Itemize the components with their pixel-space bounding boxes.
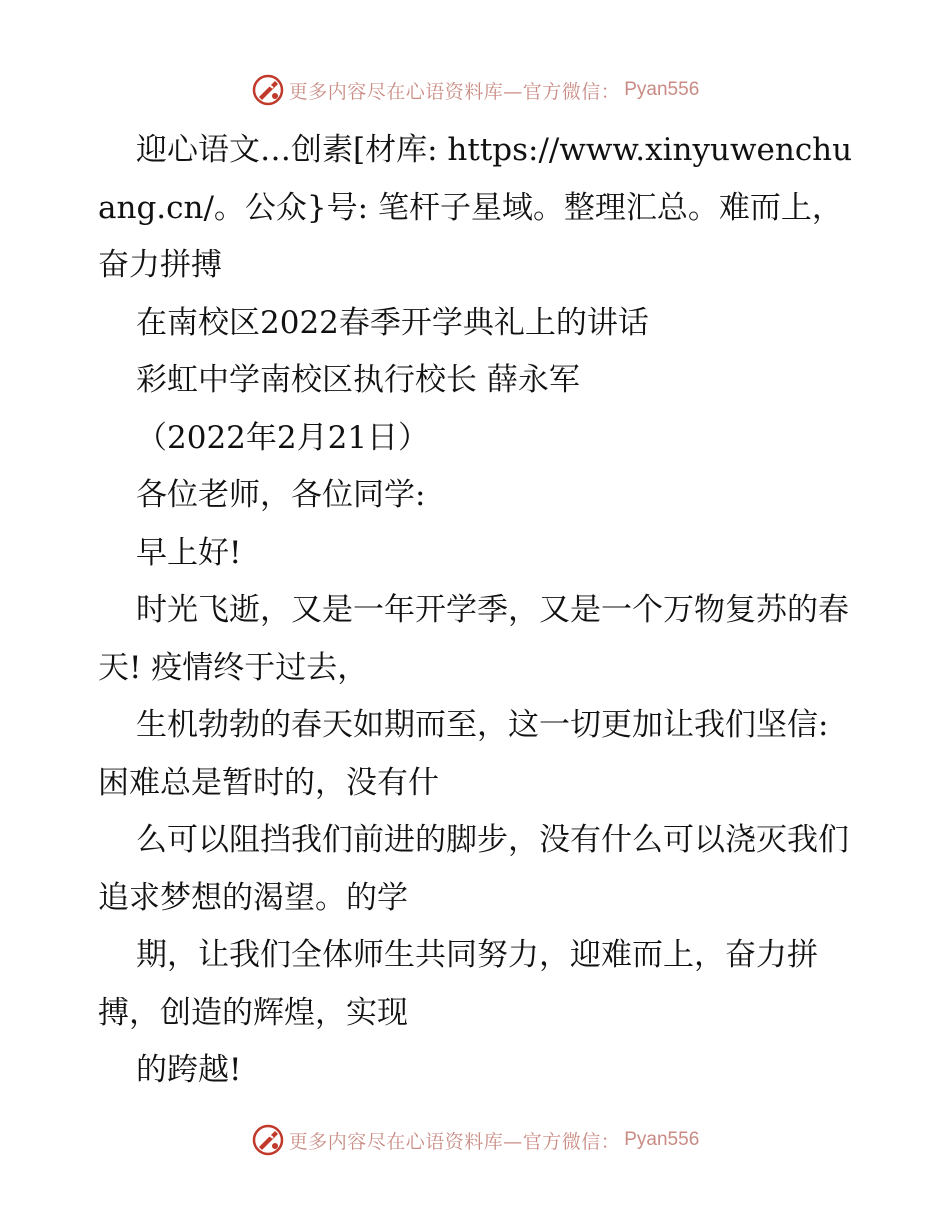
- header-banner: [0, 70, 950, 110]
- footer-banner-wechat-id: Pyan556: [624, 1129, 700, 1150]
- paragraph: 时光飞逝，又是一年开学季，又是一个万物复苏的春天! 疫情终于过去，: [98, 592, 849, 686]
- footer-banner-text: 更多内容尽在心语资料库—官方微信：: [288, 1130, 621, 1153]
- footer-banner: [0, 1120, 950, 1160]
- brand-logo-icon: [251, 1123, 285, 1157]
- header-banner-text: 更多内容尽在心语资料库—官方微信：: [288, 80, 621, 103]
- speaker-line: 彩虹中学南校区执行校长 薛永军: [136, 362, 580, 398]
- paragraph: 迎心语文…创素[材库: https://www.xinyuwenchuang.cn/。公众}号: 笔杆子星域。整理汇总。难而上，奋力拼搏: [98, 132, 853, 283]
- paragraph: 的跨越!: [136, 1052, 242, 1088]
- speech-date: （2022年2月21日）: [136, 419, 430, 456]
- salutation: 各位老师，各位同学:: [136, 477, 426, 513]
- greeting: 早上好!: [136, 534, 242, 571]
- paragraph: 生机勃勃的春天如期而至，这一切更加让我们坚信: 困难总是暂时的，没有什: [98, 707, 829, 801]
- speech-title: 在南校区2022春季开学典礼上的讲话: [136, 304, 649, 341]
- header-banner-wechat-id: Pyan556: [624, 79, 700, 100]
- brand-logo-icon: [251, 73, 285, 107]
- paragraph: 期，让我们全体师生共同努力，迎难而上，奋力拼搏，创造的辉煌，实现: [98, 937, 818, 1031]
- paragraph: 么可以阻挡我们前进的脚步，没有什么可以浇灭我们追求梦想的渴望。的学: [98, 822, 849, 916]
- document-body: [98, 122, 858, 1100]
